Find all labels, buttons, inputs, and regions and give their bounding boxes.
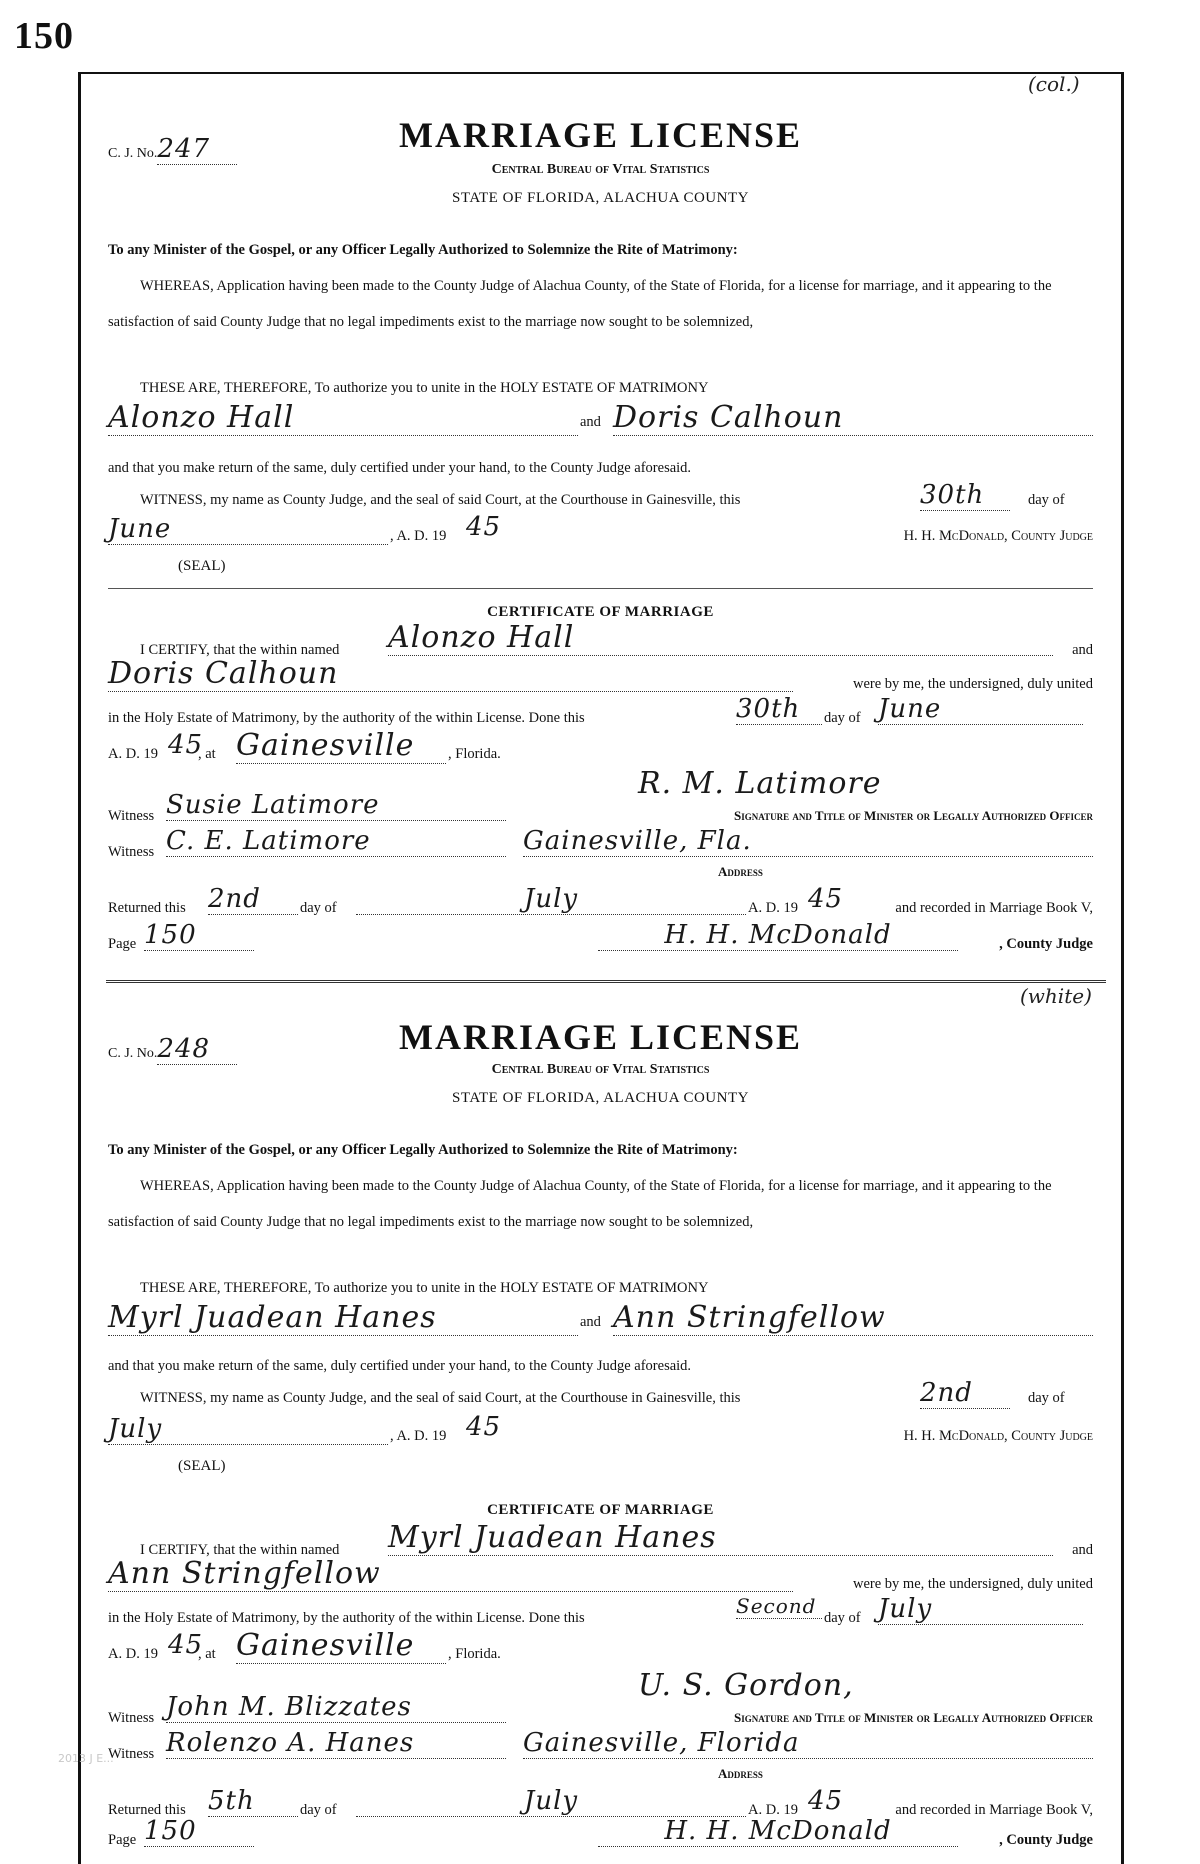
- returned-month: July: [356, 884, 746, 915]
- bureau-name: Central Bureau of Vital Statistics: [491, 1062, 710, 1077]
- united-text: were by me, the undersigned, duly united: [853, 676, 1093, 692]
- florida-text: , Florida.: [448, 1646, 501, 1662]
- ad-text: A. D. 19: [108, 746, 158, 762]
- salutation: To any Minister of the Gospel, or any Officer Legally Authorized to Solemnize the Rite of Matrimony:: [108, 242, 738, 258]
- month-field: July: [108, 1414, 388, 1445]
- day-of-label: day of: [1028, 1390, 1065, 1406]
- witness-1: Susie Latimore: [166, 790, 506, 821]
- cj-number: 247: [157, 134, 237, 165]
- these-are-text: THESE ARE, THEREFORE, To authorize you to unite in the HOLY ESTATE OF MATRIMONY: [140, 380, 709, 396]
- officer-caption: Signature and Title of Minister or Legally Authorized Officer: [734, 808, 1093, 823]
- certificate-heading: CERTIFICATE OF MARRIAGE: [487, 604, 714, 620]
- witness-2: C. E. Latimore: [166, 826, 506, 857]
- whereas-paragraph: WHEREAS, Application having been made to the County Judge of Alachua County, of the State of Florida, for a license for marriage, and it appearing to the satisfaction of said County Judge that no legal impediments exist to the marriage now sought to be solemnized,: [108, 1178, 1052, 1230]
- witness-2: Rolenzo A. Hanes: [166, 1728, 506, 1759]
- page-number: 150: [14, 15, 74, 57]
- holy-text: in the Holy Estate of Matrimony, by the authority of the within License. Done this: [108, 710, 585, 726]
- state-county: STATE OF FLORIDA, ALACHUA COUNTY: [452, 1090, 749, 1106]
- officer-signature: U. S. Gordon,: [638, 1668, 854, 1703]
- place-field: Gainesville: [236, 1628, 446, 1664]
- returned-text: Returned this: [108, 900, 186, 916]
- witness-label-2: Witness: [108, 844, 155, 860]
- cj-label: C. J. No.: [108, 146, 158, 161]
- divider: [108, 588, 1093, 589]
- judge-name: H. H. McDonald, County Judge: [903, 1428, 1093, 1444]
- returned-month: July: [356, 1786, 746, 1817]
- certify-text: I CERTIFY, that the within named: [140, 1542, 340, 1558]
- certificate-and: and: [1072, 642, 1093, 658]
- address-label: Address: [718, 1766, 763, 1781]
- officer-caption: Signature and Title of Minister or Legally Authorized Officer: [734, 1710, 1093, 1725]
- certificate-heading: CERTIFICATE OF MARRIAGE: [487, 1502, 714, 1518]
- certificate-name-2: Doris Calhoun: [108, 656, 793, 692]
- at-text: , at: [198, 746, 216, 762]
- florida-text: , Florida.: [448, 746, 501, 762]
- done-day-of: day of: [824, 710, 861, 726]
- judge-signature: H. H. McDonald: [598, 1816, 958, 1847]
- seal-label: (SEAL): [178, 1458, 226, 1474]
- witness-label-1: Witness: [108, 808, 155, 824]
- cj-label: C. J. No.: [108, 1046, 158, 1061]
- judge-signature: H. H. McDonald: [598, 920, 958, 951]
- returned-day: 2nd: [208, 884, 298, 915]
- witness-text: WITNESS, my name as County Judge, and the seal of said Court, at the Courthouse in Gainesville, this: [140, 492, 741, 508]
- year-suffix: 45: [466, 1412, 502, 1442]
- returned-ad: A. D. 19: [748, 1802, 798, 1818]
- section-divider: [106, 980, 1106, 986]
- page-value: 150: [144, 920, 254, 951]
- united-text: were by me, the undersigned, duly united: [853, 1576, 1093, 1592]
- recorded-text: and recorded in Marriage Book V,: [895, 900, 1093, 916]
- cj-number: 248: [157, 1034, 237, 1065]
- ad-year: 45: [168, 730, 204, 760]
- year-suffix: 45: [466, 512, 502, 542]
- returned-year: 45: [808, 1786, 844, 1816]
- license-1: [108, 110, 1093, 960]
- and-word: and: [580, 1314, 601, 1330]
- certificate-name-2: Ann Stringfellow: [108, 1556, 793, 1592]
- certificate-name-1: Alonzo Hall: [388, 620, 1053, 656]
- seal-label: (SEAL): [178, 558, 226, 574]
- county-judge-label: , County Judge: [999, 936, 1093, 952]
- witness-day: 30th: [920, 480, 1010, 511]
- place-field: Gainesville: [236, 728, 446, 764]
- page-value: 150: [144, 1816, 254, 1847]
- officer-signature: R. M. Latimore: [638, 766, 882, 801]
- bride-name: Doris Calhoun: [613, 400, 1093, 436]
- bride-name: Ann Stringfellow: [613, 1300, 1093, 1336]
- witness-text: WITNESS, my name as County Judge, and the seal of said Court, at the Courthouse in Gainesville, this: [140, 1390, 741, 1406]
- returned-text: Returned this: [108, 1802, 186, 1818]
- witness-1: John M. Blizzates: [166, 1692, 506, 1723]
- license-title: MARRIAGE LICENSE: [398, 115, 803, 155]
- ad-year: 45: [168, 1630, 204, 1660]
- margin-note-color: (col.): [1028, 72, 1080, 96]
- returned-day-of: day of: [300, 900, 337, 916]
- certify-text: I CERTIFY, that the within named: [140, 642, 340, 658]
- these-are-text: THESE ARE, THEREFORE, To authorize you to unite in the HOLY ESTATE OF MATRIMONY: [140, 1280, 709, 1296]
- salutation: To any Minister of the Gospel, or any Officer Legally Authorized to Solemnize the Rite of Matrimony:: [108, 1142, 738, 1158]
- ad-prefix: , A. D. 19: [390, 1428, 447, 1444]
- and-word: and: [580, 414, 601, 430]
- ad-text: A. D. 19: [108, 1646, 158, 1662]
- recorded-text: and recorded in Marriage Book V,: [895, 1802, 1093, 1818]
- groom-name: Alonzo Hall: [108, 400, 578, 436]
- margin-note-color: (white): [1020, 984, 1092, 1008]
- month-field: June: [108, 514, 388, 545]
- page-label: Page: [108, 1832, 137, 1848]
- groom-name: Myrl Juadean Hanes: [108, 1300, 578, 1336]
- license-title: MARRIAGE LICENSE: [398, 1017, 803, 1057]
- return-text: and that you make return of the same, duly certified under your hand, to the County Judge aforesaid.: [108, 1358, 692, 1374]
- license-2: [108, 1012, 1093, 1852]
- holy-text: in the Holy Estate of Matrimony, by the authority of the within License. Done this: [108, 1610, 585, 1626]
- done-month: June: [878, 694, 1083, 725]
- bureau-name: Central Bureau of Vital Statistics: [491, 162, 710, 177]
- day-of-label: day of: [1028, 492, 1065, 508]
- returned-year: 45: [808, 884, 844, 914]
- done-day: 30th: [736, 694, 822, 725]
- witness-day: 2nd: [920, 1378, 1010, 1409]
- return-text: and that you make return of the same, duly certified under your hand, to the County Judge aforesaid.: [108, 460, 692, 476]
- done-month: July: [878, 1594, 1083, 1625]
- address-label: Address: [718, 864, 763, 879]
- certificate-name-1: Myrl Juadean Hanes: [388, 1520, 1053, 1556]
- whereas-paragraph: WHEREAS, Application having been made to the County Judge of Alachua County, of the State of Florida, for a license for marriage, and it appearing to the satisfaction of said County Judge that no legal impediments exist to the marriage now sought to be solemnized,: [108, 278, 1052, 330]
- witness-label-2: Witness: [108, 1746, 155, 1762]
- watermark: 2013 J E...: [58, 1752, 114, 1765]
- page-label: Page: [108, 936, 137, 952]
- done-day-of: day of: [824, 1610, 861, 1626]
- at-text: , at: [198, 1646, 216, 1662]
- state-county: STATE OF FLORIDA, ALACHUA COUNTY: [452, 190, 749, 206]
- address-value: Gainesville, Florida: [523, 1728, 1093, 1759]
- returned-day: 5th: [208, 1786, 298, 1817]
- certificate-and: and: [1072, 1542, 1093, 1558]
- done-day: Second: [736, 1594, 822, 1619]
- returned-day-of: day of: [300, 1802, 337, 1818]
- judge-name: H. H. McDonald, County Judge: [903, 528, 1093, 544]
- address-value: Gainesville, Fla.: [523, 826, 1093, 857]
- ad-prefix: , A. D. 19: [390, 528, 447, 544]
- returned-ad: A. D. 19: [748, 900, 798, 916]
- county-judge-label: , County Judge: [999, 1832, 1093, 1848]
- witness-label-1: Witness: [108, 1710, 155, 1726]
